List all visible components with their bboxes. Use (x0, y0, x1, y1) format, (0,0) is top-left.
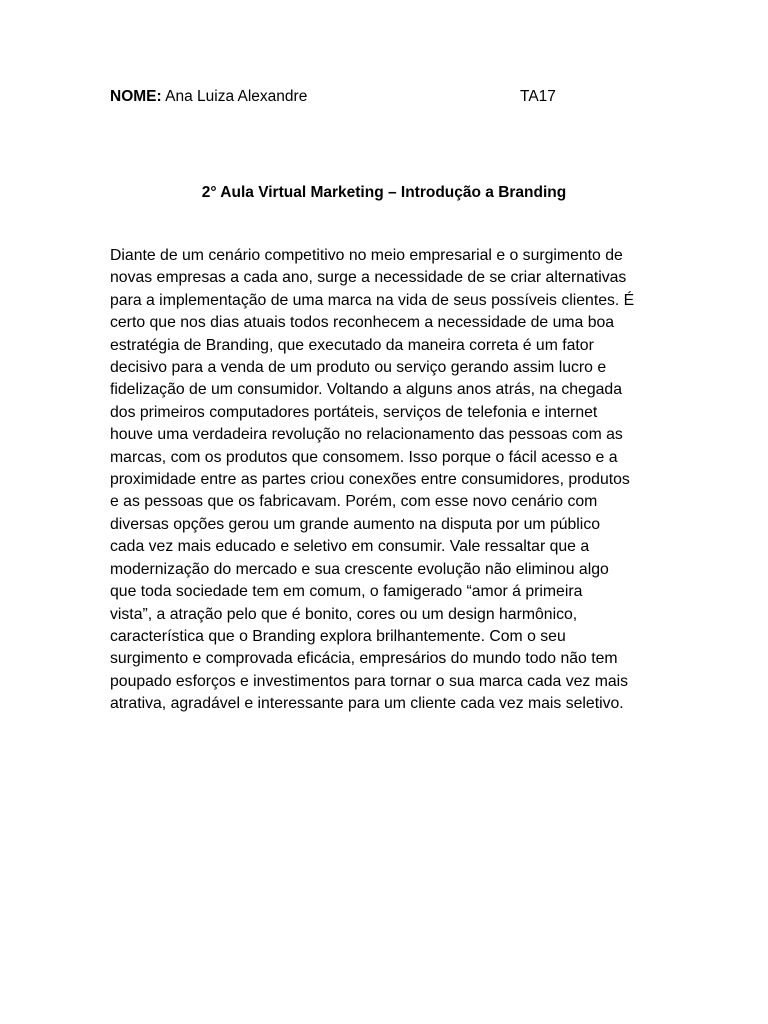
body-line: diversas opções gerou um grande aumento na disputa por um público (110, 515, 601, 533)
body-line: estratégia de Branding, que executado da maneira correta é um fator (110, 336, 594, 354)
body-paragraph (110, 245, 660, 716)
header-line (110, 86, 670, 108)
class-code: TA17 (520, 88, 556, 105)
body-line: proximidade entre as partes criou conexões entre consumidores, produtos (110, 471, 630, 489)
body-line: e as pessoas que os fabricavam. Porém, com esse novo cenário com (110, 493, 598, 511)
body-line: dos primeiros computadores portáteis, serviços de telefonia e internet (110, 403, 598, 421)
body-line: característica que o Branding explora brilhantemente. Com o seu (110, 627, 566, 645)
name-value: Ana Luiza Alexandre (165, 88, 308, 105)
name-label: NOME: (110, 88, 162, 105)
body-line: decisivo para a venda de um produto ou serviço gerando assim lucro e (110, 359, 607, 377)
body-line: vista”, a atração pelo que é bonito, cores ou um design harmônico, (110, 605, 578, 623)
body-line: Diante de um cenário competitivo no meio empresarial e o surgimento de (110, 247, 623, 264)
body-line: poupado esforços e investimentos para tornar o sua marca cada vez mais (110, 672, 629, 690)
body-line: atrativa, agradável e interessante para um cliente cada vez mais seletivo. (110, 695, 624, 713)
body-line: cada vez mais educado e seletivo em consumir. Vale ressaltar que a (110, 538, 590, 556)
body-line: que toda sociedade tem em comum, o famigerado “amor á primeira (110, 583, 583, 601)
body-line: certo que nos dias atuais todos reconhecem a necessidade de uma boa (110, 314, 615, 332)
body-line: fidelização de um consumidor. Voltando a alguns anos atrás, na chegada (110, 381, 622, 399)
body-line: houve uma verdadeira revolução no relacionamento das pessoas com as (110, 426, 623, 444)
body-line: para a implementação de uma marca na vida de seus possíveis clientes. É (110, 291, 635, 309)
document-title: 2° Aula Virtual Marketing – Introdução a Branding (201, 184, 567, 201)
body-line: marcas, com os produtos que consomem. Isso porque o fácil acesso e a (110, 448, 618, 466)
body-line: modernização do mercado e sua crescente evolução não eliminou algo (110, 560, 609, 578)
body-line: novas empresas a cada ano, surge a necessidade de se criar alternativas (110, 269, 627, 287)
body-line: surgimento e comprovada eficácia, empresários do mundo todo não tem (110, 650, 618, 668)
